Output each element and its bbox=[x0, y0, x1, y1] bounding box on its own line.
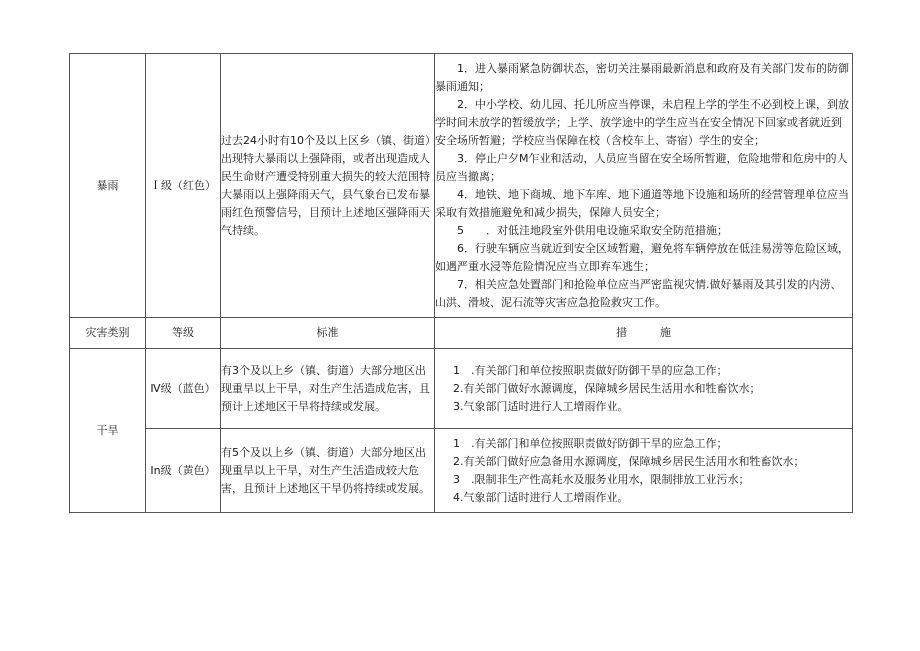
drought-standard-4-text: 有3个及以上乡（镇、街道）大部分地区出现重旱以上干旱，对生产生活造成危害，且预计上述地区干旱将持续或发展。 bbox=[221, 363, 430, 413]
drought-row-3 bbox=[70, 429, 853, 513]
drought3-measure-2: 2.有关部门做好应急备用水源调度，保障城乡居民生活用水和牲畜饮水； bbox=[453, 454, 805, 468]
drought3-measure-4: 4.气象部门适时进行人工增雨作业。 bbox=[453, 490, 629, 504]
storm-measure-5: 5 ．对低洼地段室外供用电设施采取安全防范措施； bbox=[457, 223, 728, 237]
storm-measure-2: 2．中小学校、幼儿园、托儿所应当停课，未启程上学的学生不必到校上课，到放学时间未放学的暂缓放学；上学、放学途中的学生应当在安全情况下回家或者就近到安全场所暂避；学校应当保障在校（含校车上、寄宿）学生的安全； bbox=[435, 97, 849, 147]
storm-measure-7: 7．相关应急处置部门和抢险单位应当严密监视灾情.做好暴雨及其引发的内涝、山洪、滑坡、泥石流等灾害应急抢险救灾工作。 bbox=[435, 277, 842, 309]
header-measures: 措 施 bbox=[435, 318, 853, 349]
disaster-table bbox=[69, 53, 853, 513]
storm-level-cell: Ｉ级（红色） bbox=[146, 54, 221, 318]
drought4-measure-2: 2.有关部门做好水源调度，保障城乡居民生活用水和牲畜饮水； bbox=[453, 381, 761, 395]
storm-measures-cell bbox=[435, 54, 853, 318]
drought-standard-3-text: 有5个及以上乡（镇、街道）大部分地区出现重旱以上干旱，对生产生活造成较大危害，且预计上述地区干旱仍将持续或发展。 bbox=[221, 445, 430, 495]
storm-standard-cell bbox=[221, 54, 435, 318]
storm-measure-1: 1．进入暴雨紧急防御状态，密切关注暴雨最新消息和政府及有关部门发布的防御暴雨通知； bbox=[435, 61, 849, 93]
drought-standard-3 bbox=[221, 429, 435, 513]
header-type: 灾害类别 bbox=[70, 318, 146, 349]
drought-standard-4 bbox=[221, 349, 435, 429]
drought4-measure-3: 3.气象部门适时进行人工增雨作业。 bbox=[453, 399, 629, 413]
storm-row bbox=[70, 54, 853, 318]
drought-level-4: Ⅳ级（蓝色） bbox=[146, 349, 221, 429]
drought-measures-3 bbox=[435, 429, 853, 513]
storm-measure-3: 3．停止户夕M乍业和活动，人员应当留在安全场所暂避，危险地带和危房中的人员应当撤离； bbox=[435, 151, 848, 183]
storm-measure-6: 6．行驶车辆应当就近到安全区域暂避，避免将车辆停放在低洼易涝等危险区域，如遇严重水浸等危险情况应当立即弃车逃生； bbox=[435, 241, 849, 273]
storm-type-cell: 暴雨 bbox=[70, 54, 146, 318]
drought3-measure-1: 1 .有关部门和单位按照职责做好防御干旱的应急工作； bbox=[453, 436, 728, 450]
drought3-measure-3: 3 .限制非生产性高耗水及服务业用水，限制排放工业污水； bbox=[453, 472, 750, 486]
storm-measure-4: 4．地铁、地下商城、地下车库、地下通道等地下设施和场所的经营管理单位应当采取有效措施避免和减少损失，保障人员安全； bbox=[435, 187, 849, 219]
drought-type-cell: 干旱 bbox=[70, 349, 146, 513]
header-standard: 标准 bbox=[221, 318, 435, 349]
drought-row-4 bbox=[70, 349, 853, 429]
storm-standard-text: 过去24小时有10个及以上区乡（镇、街道）出现特大暴雨以上强降雨，或者出现造成人民生命财产遭受特别重大损失的较大范围特大暴雨以上强降雨天气，县气象台已发布暴雨红色预警信号，目预计上述地区强降雨天气持续。 bbox=[221, 133, 431, 237]
drought4-measure-1: 1 .有关部门和单位按照职责做好防御干旱的应急工作； bbox=[453, 363, 728, 377]
drought-measures-4 bbox=[435, 349, 853, 429]
header-level: 等级 bbox=[146, 318, 221, 349]
header-row bbox=[70, 318, 853, 349]
drought-level-3: In级（黄色） bbox=[146, 429, 221, 513]
